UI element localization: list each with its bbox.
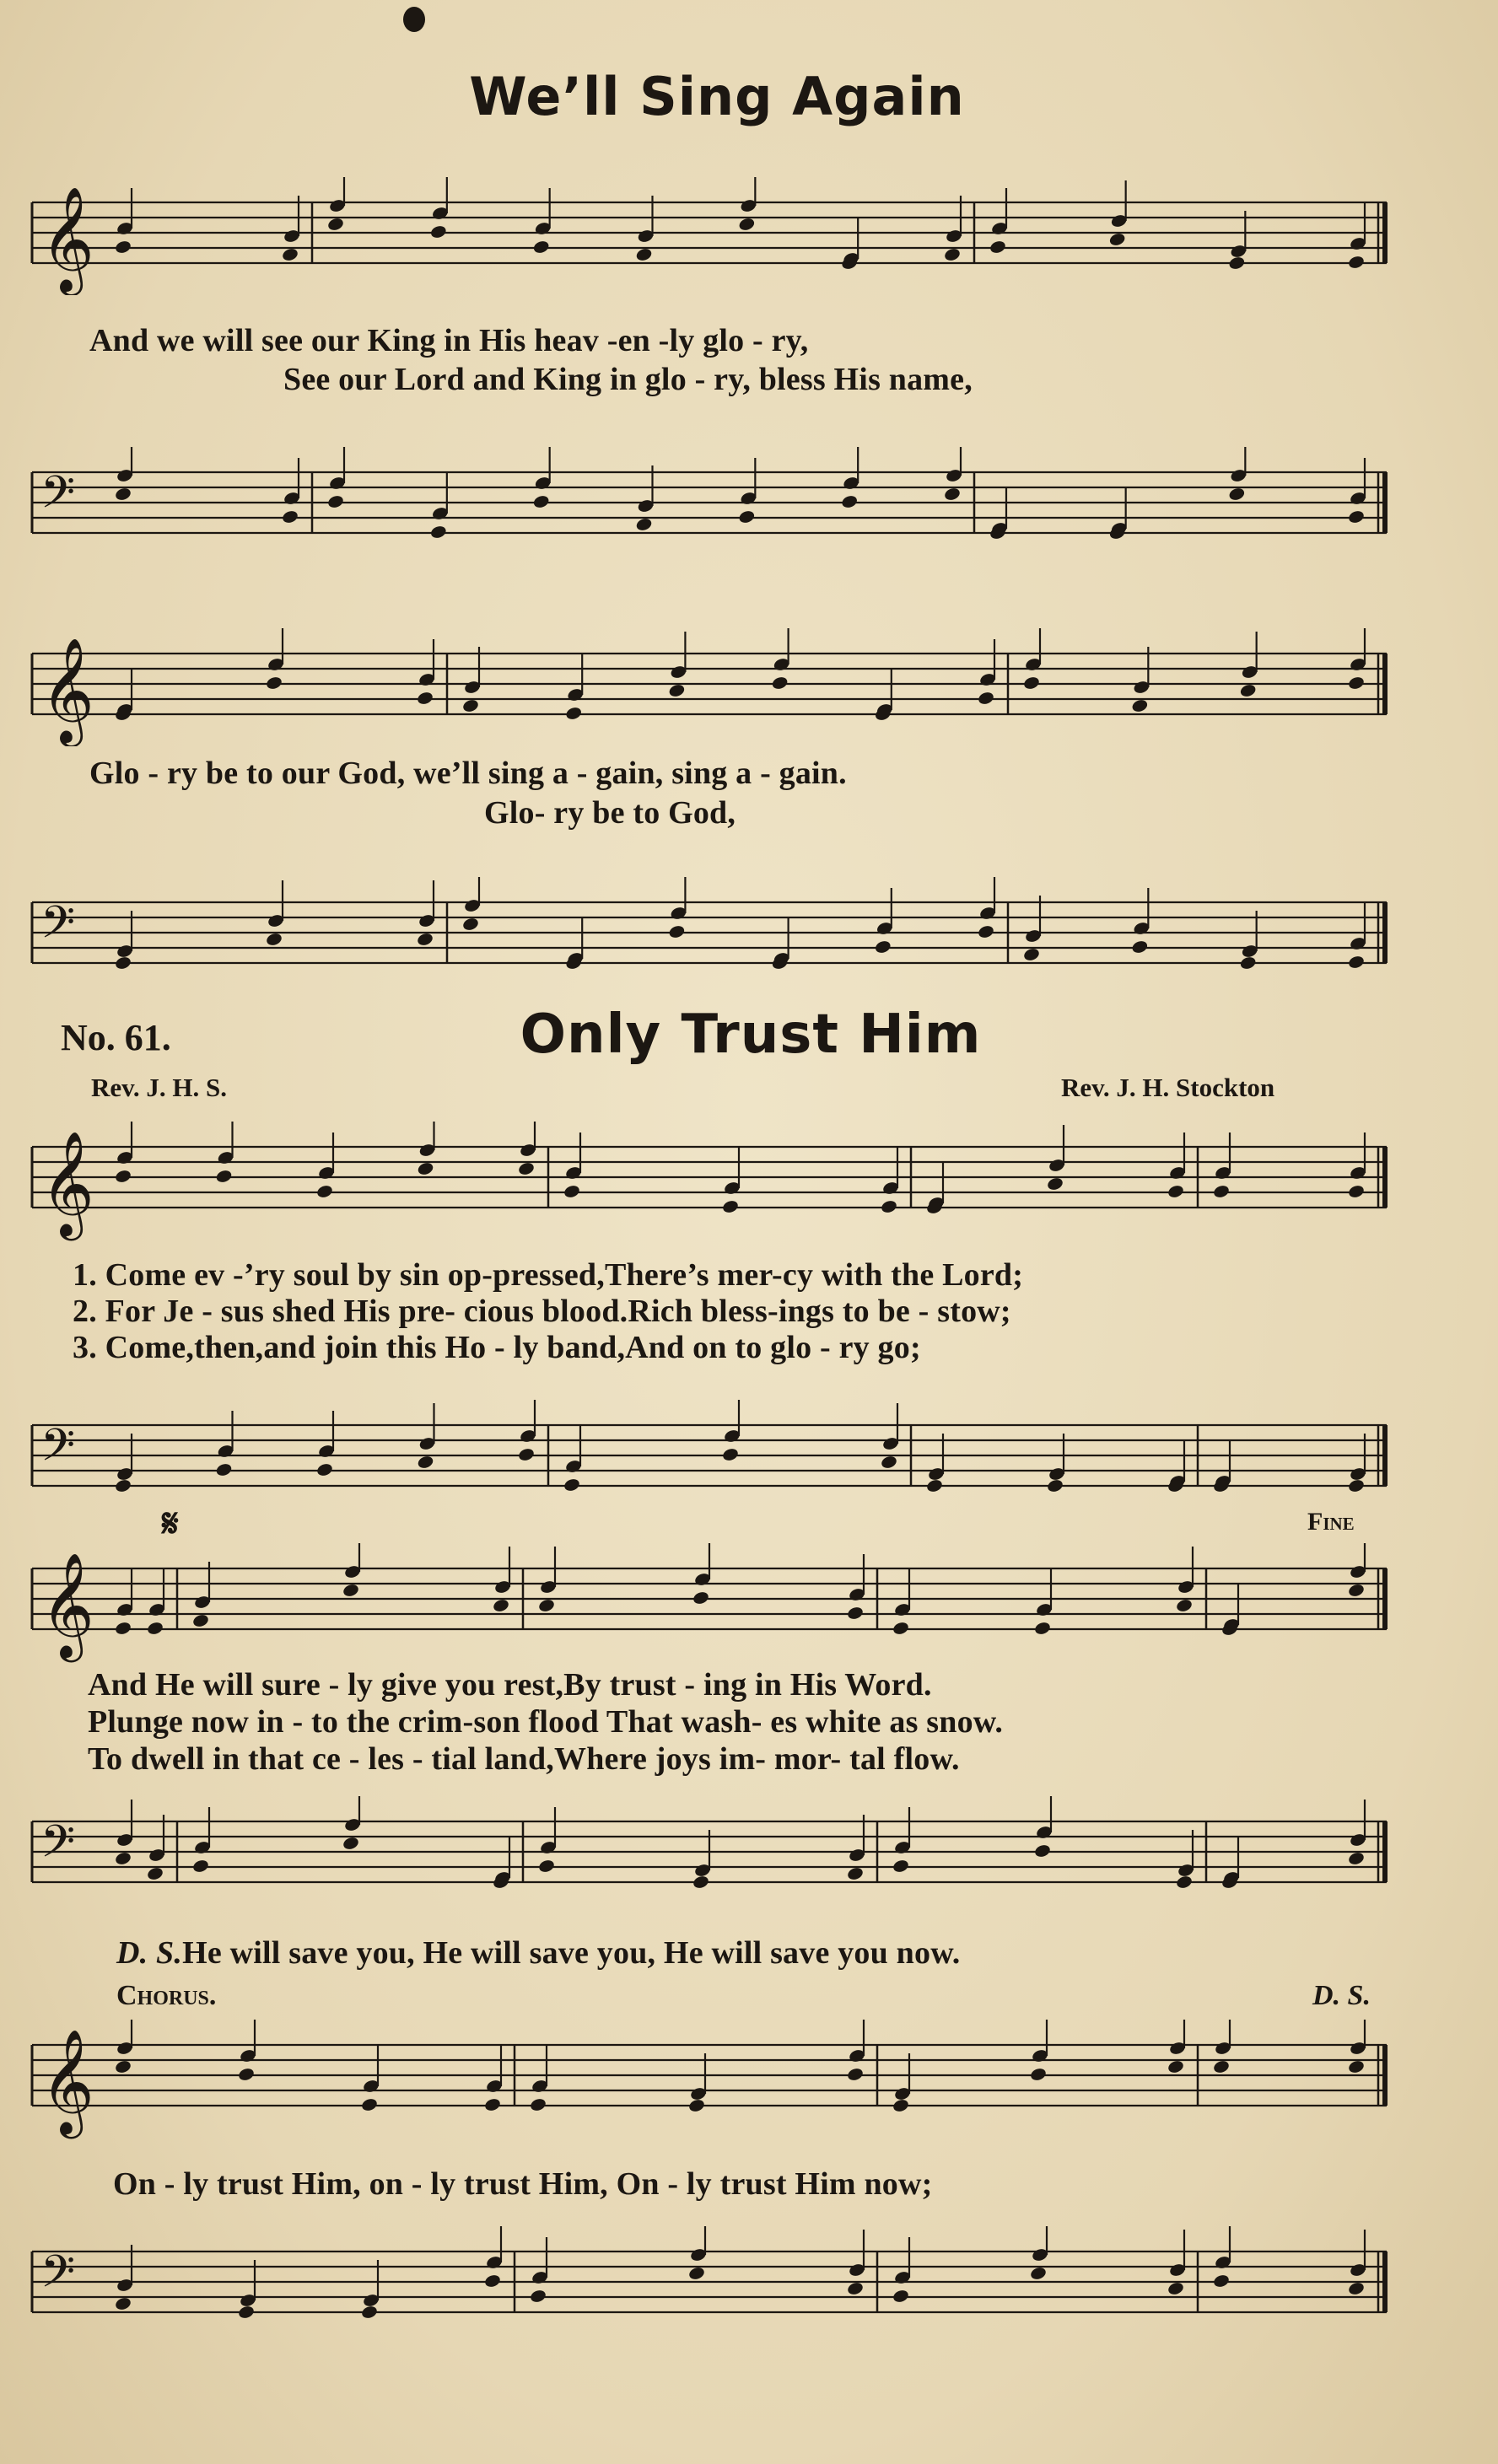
song-title-wellsingagain: We’ll Sing Again (469, 66, 965, 127)
svg-text:𝄢: 𝄢 (40, 897, 76, 960)
chorus-lyric: On - ly trust Him, on - ly trust Him, On - ly trust Him now; (113, 2166, 933, 2202)
fine-mark: Fine (1307, 1508, 1355, 1536)
svg-text:𝄢: 𝄢 (40, 467, 76, 530)
music-credit: Rev. J. H. Stockton (1061, 1073, 1275, 1102)
svg-text:𝄞: 𝄞 (40, 186, 94, 292)
staff-system-1-treble (25, 177, 1392, 295)
lyric-line-2-bottom: Glo- ry be to God, (484, 795, 736, 831)
hymn-number: No. 61. (61, 1017, 171, 1058)
verse-1-line-a: 1. Come ev -’ry soul by sin op-pressed,There’s mer-cy with the Lord; (73, 1257, 1024, 1293)
verse-1-line-b: And He will sure - ly give you rest,By trust - ing in His Word. (88, 1667, 932, 1703)
staff-system-2-treble (25, 628, 1392, 746)
verse-2-line-a: 2. For Je - sus shed His pre- cious blood.Rich bless-ings to be - stow; (73, 1294, 1011, 1329)
verse-2-line-b: Plunge now in - to the crim-son flood That wash- es white as snow. (88, 1704, 1004, 1740)
staff-system-1-bass (25, 447, 1392, 573)
ds-text: He will save you, He will save you, He will save you now. (182, 1935, 961, 1971)
lyric-line-2-top: Glo - ry be to our God, we’ll sing a - gain, sing a - gain. (89, 756, 847, 791)
verse-3-line-b: To dwell in that ce - les - tial land,Where joys im- mor- tal flow. (88, 1741, 960, 1777)
ds-prefix: D. S. (116, 1935, 183, 1971)
staff-system-3-bass (25, 1400, 1392, 1509)
lyric-line-1-bottom: See our Lord and King in glo - ry, bless His name, (283, 362, 973, 397)
staff-system-5-bass (25, 2226, 1392, 2370)
svg-text:𝄞: 𝄞 (40, 1131, 94, 1236)
svg-text:𝄢: 𝄢 (40, 1420, 76, 1482)
lyric-line-1-top: And we will see our King in His heav -en -ly glo - ry, (89, 323, 809, 358)
svg-text:𝄞: 𝄞 (40, 2029, 94, 2134)
staff-system-2-bass (25, 877, 1392, 1003)
staff-system-4-treble (25, 1543, 1392, 1670)
chorus-ds-mark: D. S. (1312, 1980, 1371, 2011)
ds-line (116, 1934, 960, 1972)
svg-text:𝄢: 𝄢 (40, 1816, 76, 1879)
svg-text:𝄢: 𝄢 (40, 2246, 76, 2309)
segno-sign: 𝄋 (162, 1502, 179, 1545)
staff-system-5-treble (25, 2020, 1392, 2146)
svg-text:𝄞: 𝄞 (40, 638, 94, 743)
verse-3-line-a: 3. Come,then,and join this Ho - ly band,And on to glo - ry go; (73, 1330, 921, 1365)
svg-text:𝄞: 𝄞 (40, 1552, 94, 1658)
words-credit: Rev. J. H. S. (91, 1073, 228, 1102)
chorus-label: Chorus. (116, 1980, 217, 2011)
staff-system-4-bass (25, 1796, 1392, 1914)
staff-system-3-treble (25, 1122, 1392, 1248)
ink-blot (403, 7, 425, 32)
song-title-onlytrusthim: Only Trust Him (520, 1003, 982, 1066)
